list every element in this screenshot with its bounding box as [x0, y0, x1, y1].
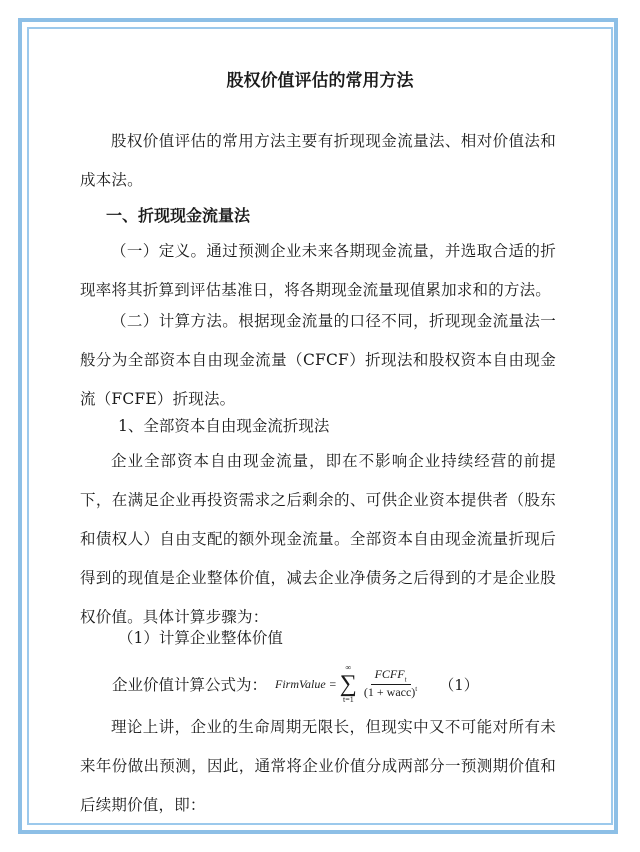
equation-number: （1）	[439, 675, 479, 694]
document-title: 股权价值评估的常用方法	[226, 71, 414, 91]
step-heading: （1）计算企业整体价值	[118, 629, 283, 647]
closing-paragraph: 理论上讲，企业的生命周期无限长，但现实中又不可能对所有未来年份做出预测，因此，通常将企业价值分成两部分一预测期价值和后续期价值，即：	[80, 718, 556, 814]
formula-lhs: FirmValue =	[275, 676, 337, 691]
sum-lower-limit: t=1	[342, 695, 354, 704]
formula-line	[112, 664, 479, 704]
formula-fraction	[360, 668, 421, 699]
definition-paragraph: （一）定义。通过预测企业未来各期现金流量，并选取合适的折现率将其折算到评估基准日，将各期现金流量现值累加求和的方法。	[80, 242, 556, 299]
firm-value-formula	[275, 664, 421, 704]
formula-label: 企业价值计算公式为：	[112, 676, 268, 694]
formula-numerator: $FCFF_t$	[371, 668, 411, 684]
summation-symbol: ∞ ∑ t=1	[339, 663, 357, 704]
subsection-heading: 1、全部资本自由现金流折现法	[118, 417, 330, 435]
formula-denominator: (1 + wacc)$^t$	[363, 684, 418, 699]
sum-upper-limit: ∞	[345, 663, 352, 672]
fcff-paragraph: 企业全部资本自由现金流量，即在不影响企业持续经营的前提下，在满足企业再投资需求之后剩余的、可供企业资本提供者（股东和债权人）自由支配的额外现金流量。全部资本自由现金流量折现后得到的现值是企业整体价值，减去企业净债务之后得到的才是企业股权价值。具体计算步骤为：	[80, 452, 556, 626]
method-paragraph: （二）计算方法。根据现金流量的口径不同，折现现金流量法一般分为全部资本自由现金流量（CFCF）折现法和股权资本自由现金流（FCFE）折现法。	[80, 312, 556, 408]
section-heading: 一、折现现金流量法	[106, 206, 251, 225]
intro-paragraph: 股权价值评估的常用方法主要有折现现金流量法、相对价值法和成本法。	[80, 132, 556, 189]
